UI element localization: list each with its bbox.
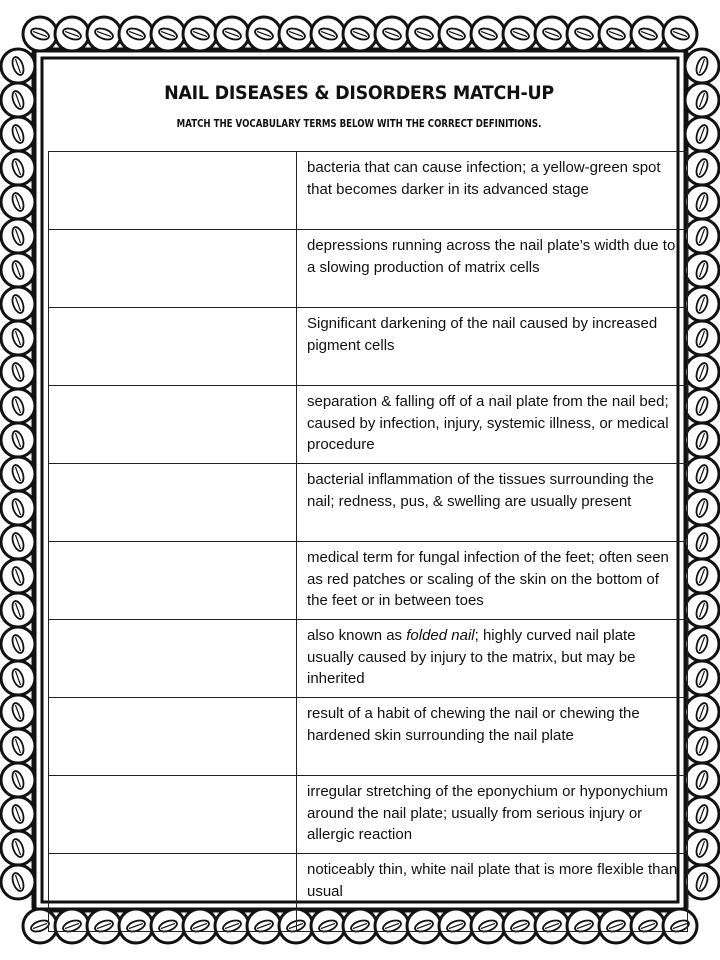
table-row [49,386,688,464]
definition-cell: bacterial inflammation of the tissues surrounding the nail; redness, pus, & swelling are usually present [297,464,688,542]
worksheet-sheet [48,64,678,900]
definition-cell: medical term for fungal infection of the feet; often seen as red patches or scaling of the skin on the bottom of the feet or in between toes [297,542,688,620]
definition-cell: result of a habit of chewing the nail or chewing the hardened skin surrounding the nail plate [297,698,688,776]
definition-cell: bacteria that can cause infection; a yellow-green spot that becomes darker in its advanced stage [297,152,688,230]
table-row [49,854,688,932]
definition-cell: noticeably thin, white nail plate that is more flexible than usual [297,854,688,932]
definition-text-part: also known as [307,627,407,644]
table-row [49,230,688,308]
page-title: NAIL DISEASES & DISORDERS MATCH-UP [164,82,554,104]
table-row [49,620,688,698]
definition-cell: depressions running across the nail plate’s width due to a slowing production of matrix cells [297,230,688,308]
match-table [48,151,688,932]
definition-cell: separation & falling off of a nail plate from the nail bed; caused by infection, injury, systemic illness, or medical procedure [297,386,688,464]
term-answer-cell[interactable] [49,386,297,464]
table-row [49,698,688,776]
term-answer-cell[interactable] [49,620,297,698]
term-answer-cell[interactable] [49,464,297,542]
term-answer-cell[interactable] [49,776,297,854]
table-row [49,152,688,230]
definition-cell: irregular stretching of the eponychium or hyponychium around the nail plate; usually from serious injury or allergic reaction [297,776,688,854]
term-answer-cell[interactable] [49,854,297,932]
table-row [49,308,688,386]
definition-text-part: ; highly curved nail plate usually caused by injury to the matrix, but may be inherited [307,627,636,687]
table-row [49,464,688,542]
term-answer-cell[interactable] [49,698,297,776]
table-row [49,542,688,620]
definition-italic-term: folded nail [406,627,475,644]
definition-cell: Significant darkening of the nail caused by increased pigment cells [297,308,688,386]
term-answer-cell[interactable] [49,152,297,230]
term-answer-cell[interactable] [49,308,297,386]
worksheet-header [48,64,670,151]
term-answer-cell[interactable] [49,230,297,308]
instructions-subtitle: MATCH THE VOCABULARY TERMS BELOW WITH THE CORRECT DEFINITIONS. [176,118,542,130]
table-row [49,776,688,854]
term-answer-cell[interactable] [49,542,297,620]
definition-cell [297,620,688,698]
